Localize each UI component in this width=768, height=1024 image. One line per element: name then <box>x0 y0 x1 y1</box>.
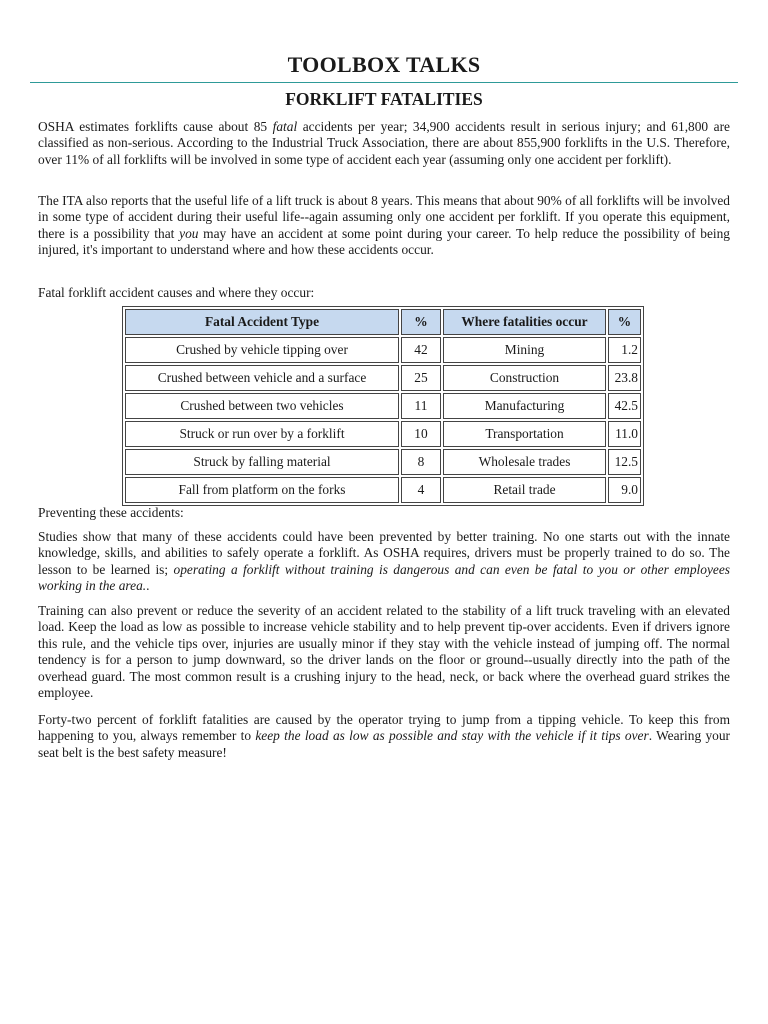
table-row <box>125 477 641 503</box>
accident-percent-cell: 8 <box>401 449 441 475</box>
header-accident-type: Fatal Accident Type <box>125 309 399 335</box>
table-row <box>125 393 641 419</box>
location-cell: Manufacturing <box>443 393 606 419</box>
title-divider <box>30 82 738 83</box>
paragraph-prevention-heading: Preventing these accidents: <box>38 505 184 520</box>
accident-percent-cell: 42 <box>401 337 441 363</box>
location-cell: Retail trade <box>443 477 606 503</box>
accident-type-cell: Crushed between two vehicles <box>125 393 399 419</box>
accident-percent-cell: 4 <box>401 477 441 503</box>
accident-percent-cell: 25 <box>401 365 441 391</box>
accident-type-cell: Struck or run over by a forklift <box>125 421 399 447</box>
document-title: TOOLBOX TALKS <box>287 52 481 77</box>
location-cell: Construction <box>443 365 606 391</box>
table-row <box>125 365 641 391</box>
location-percent-cell: 12.5 <box>608 449 641 475</box>
location-percent-cell: 23.8 <box>608 365 641 391</box>
table-header-row <box>125 309 641 335</box>
header-accident-percent: % <box>401 309 441 335</box>
header-location: Where fatalities occur <box>443 309 606 335</box>
document-subtitle: FORKLIFT FATALITIES <box>285 89 483 109</box>
accident-percent-cell: 10 <box>401 421 441 447</box>
accident-type-cell: Crushed between vehicle and a surface <box>125 365 399 391</box>
accident-type-cell: Crushed by vehicle tipping over <box>125 337 399 363</box>
location-cell: Wholesale trades <box>443 449 606 475</box>
accident-percent-cell: 11 <box>401 393 441 419</box>
fatalities-table-container <box>122 306 644 503</box>
location-percent-cell: 1.2 <box>608 337 641 363</box>
accident-type-cell: Struck by falling material <box>125 449 399 475</box>
paragraph-table-intro: Fatal forklift accident causes and where they occur: <box>38 285 315 300</box>
paragraph-load-stability: Training can also prevent or reduce the severity of an accident related to the stability of a lift truck traveling with an elevated load. Keep the load as low as possible to increase vehicle stability and to help prevent tip-over accidents. Even if drivers ignore this rule, and the vehicle tips over, injuries are usually minor if they stay with the vehicle instead of jumping off. The normal tendency is for a person to jump downward, so the driver lands on the floor or ground--usually directly into the path of the overhead guard. The most common result is a crushing injury to the head, neck, or back where the overhead guard strikes the employee. <box>38 603 730 701</box>
accident-type-cell: Fall from platform on the forks <box>125 477 399 503</box>
table-row <box>125 421 641 447</box>
table-row <box>125 449 641 475</box>
location-percent-cell: 9.0 <box>608 477 641 503</box>
location-cell: Mining <box>443 337 606 363</box>
location-percent-cell: 11.0 <box>608 421 641 447</box>
paragraph-accident-statistics: OSHA estimates forklifts cause about 85 fatal accidents per year; 34,900 accidents result in serious injury; and 61,800 are classified as non-serious. According to the Industrial Truck Association, there are about 855,900 forklifts in the U.S. Therefore, over 11% of all forklifts will be involved in some type of accident each year (assuming only one accident per forklift). <box>38 119 730 167</box>
paragraph-training: Studies show that many of these accidents could have been prevented by better training. No one starts out with the innate knowledge, skills, and abilities to safely operate a forklift. As OSHA requires, drivers must be properly trained to do so. The lesson to be learned is; operating a forklift without training is dangerous and can even be fatal to you or other employees working in the area.. <box>38 529 730 594</box>
fatalities-table <box>122 306 644 506</box>
location-percent-cell: 42.5 <box>608 393 641 419</box>
paragraph-useful-life: The ITA also reports that the useful life of a lift truck is about 8 years. This means that about 90% of all forklifts will be involved in some type of accident during their useful life--again assuming only one accident per forklift. If you operate this equipment, there is a possibility that you may have an accident at some point during your career. To help reduce the possibility of being injured, it's important to understand where and how these accidents occur. <box>38 193 731 258</box>
header-location-percent: % <box>608 309 641 335</box>
table-row <box>125 337 641 363</box>
location-cell: Transportation <box>443 421 606 447</box>
paragraph-jump-warning: Forty-two percent of forklift fatalities are caused by the operator trying to jump from a tipping vehicle. To keep this from happening to you, always remember to keep the load as low as possible and stay with the vehicle if it tips over. Wearing your seat belt is the best safety measure! <box>38 712 730 760</box>
